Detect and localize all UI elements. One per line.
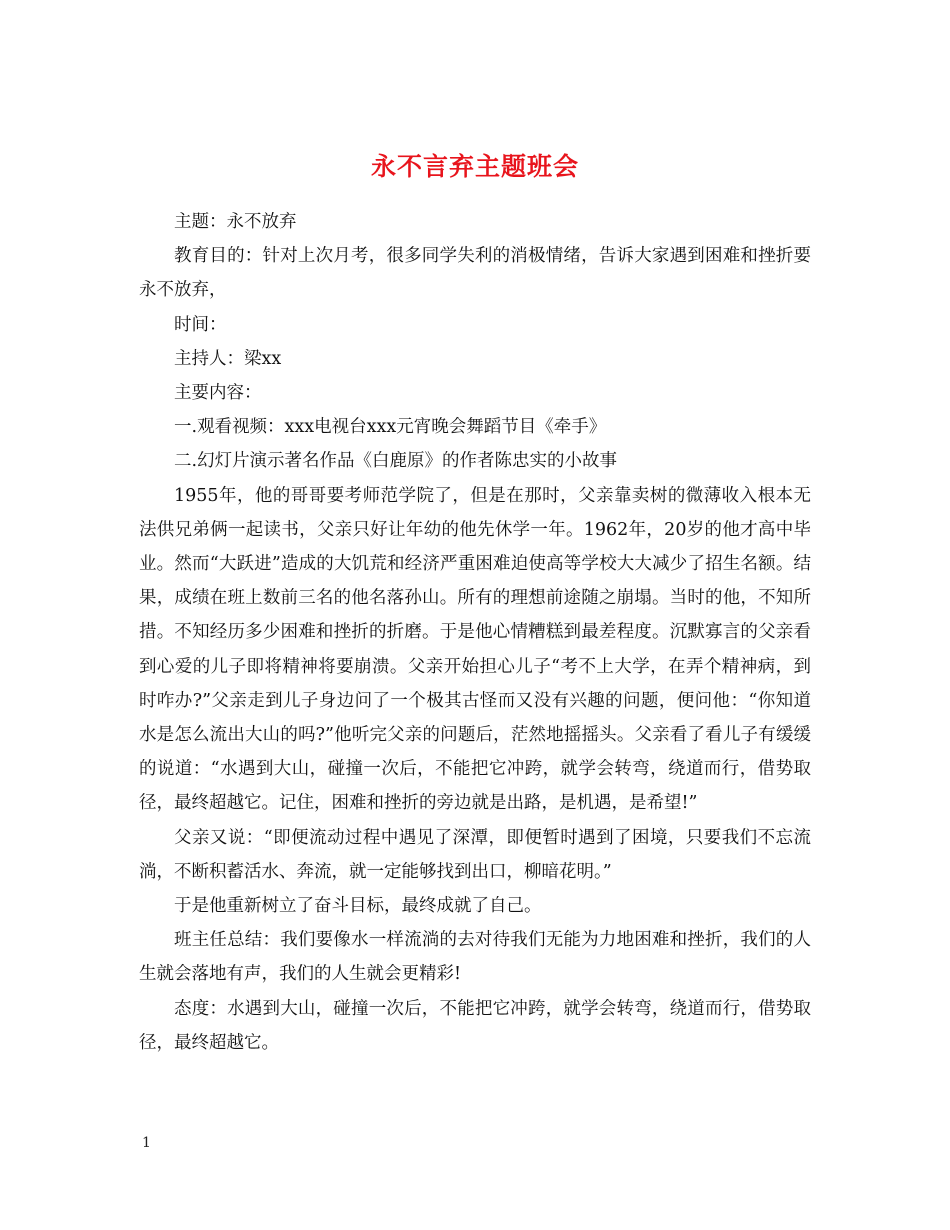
document-title: 永不言弃主题班会 [370,151,579,181]
paragraph-host: 主持人：梁xx [174,348,282,369]
paragraph-item-slides: 二.幻灯片演示著名作品《白鹿原》的作者陈忠实的小故事 [174,451,618,472]
paragraph-time: 时间： [174,314,227,335]
paragraph-attitude: 态度：水遇到大山，碰撞一次后，不能把它冲跨，就学会转弯，绕道而行，借势取径，最终超越它。 [139,998,811,1053]
paragraph-story: 1955年，他的哥哥要考师范学院了，但是在那时，父亲靠卖树的微薄收入根本无法供兄弟俩一起读书，父亲只好让年幼的他先休学一年。1962年，20岁的他才高中毕业。然而“大跃进”造成的大饥荒和经济严重困难迫使高等学校大大减少了招生名额。结果，成绩在班上数前三名的他名落孙山。所有的理想前途随之崩塌。当时的他，不知所措。不知经历多少困难和挫折的折磨。于是他心情糟糕到最差程度。沉默寡言的父亲看到心爱的儿子即将精神将要崩溃。父亲开始担心儿子“考不上大学，在弄个精神病，到时咋办?”父亲走到儿子身边问了一个极其古怪而又没有兴趣的问题，便问他：“你知道水是怎么流出大山的吗?”他听完父亲的问题后，茫然地摇摇头。父亲看了看儿子有缓缓的说道：“水遇到大山，碰撞一次后，不能把它冲跨，就学会转弯，绕道而行，借势取径，最终超越它。记住，困难和挫折的旁边就是出路，是机遇，是希望!” [139,485,811,814]
page-number: 1 [142,1135,151,1151]
paragraph-theme: 主题：永不放弃 [174,212,297,232]
document-body [139,205,811,1060]
paragraph-main-content: 主要内容： [174,383,262,404]
paragraph-father-said: 父亲又说：“即便流动过程中遇见了深潭，即便暂时遇到了困境，只要我们不忘流淌，不断积蓄活水、奔流，就一定能够找到出口，柳暗花明。” [139,827,811,882]
paragraph-item-video: 一.观看视频：xxx电视台xxx元宵晚会舞蹈节目《牵手》 [174,417,607,438]
paragraph-education-goal: 教育目的：针对上次月考，很多同学失利的消极情绪，告诉大家遇到困难和挫折要永不放弃， [139,246,811,301]
paragraph-new-goal: 于是他重新树立了奋斗目标，最终成就了自己。 [174,896,542,917]
paragraph-teacher-summary: 班主任总结：我们要像水一样流淌的去对待我们无能为力地困难和挫折，我们的人生就会落地有声，我们的人生就会更精彩! [139,930,811,985]
